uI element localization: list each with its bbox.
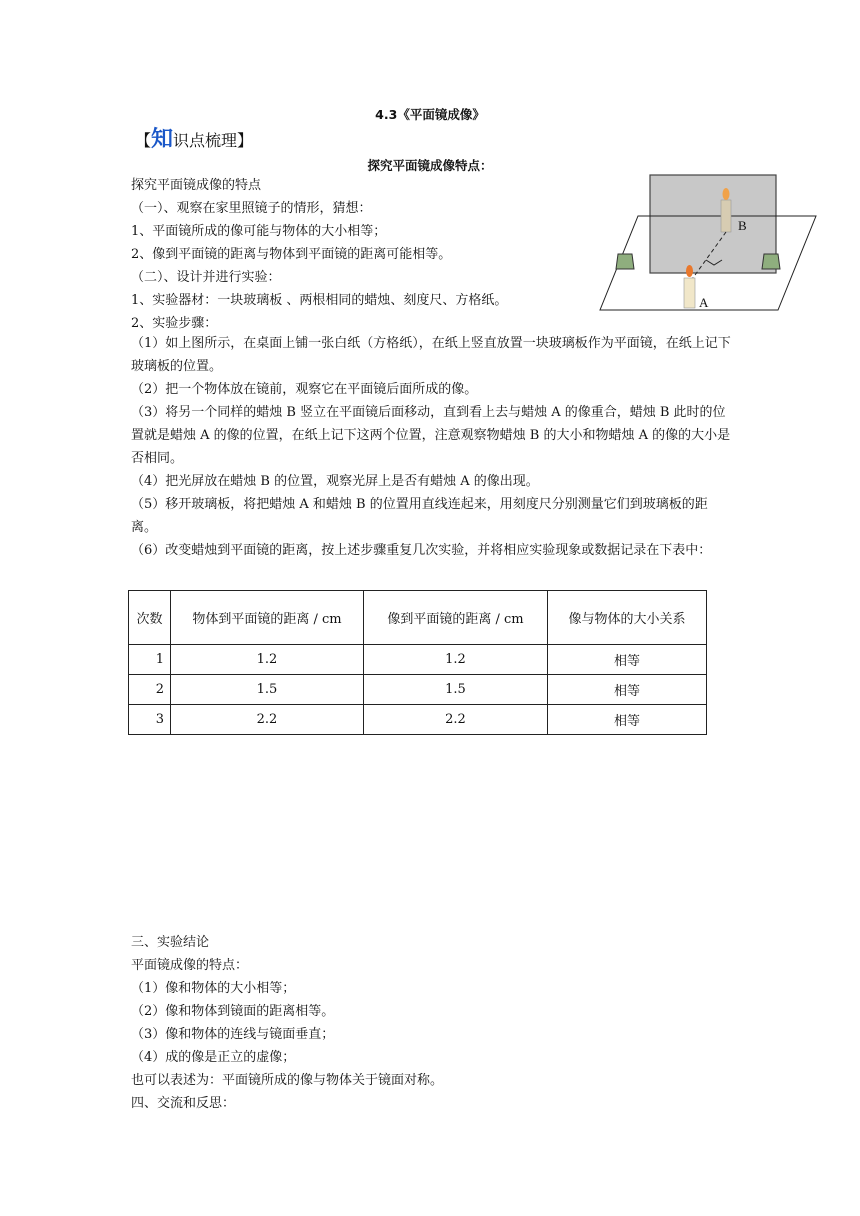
table-row (129, 645, 707, 675)
table-cell: 1.5 (364, 675, 548, 705)
intro-line: 2、像到平面镜的距离与物体到平面镜的距离可能相等。 (131, 247, 452, 262)
table-cell: 相等 (548, 705, 707, 735)
header-cell: 次数 (129, 591, 171, 645)
conclusion-line: 也可以表述为：平面镜所成的像与物体关于镜面对称。 (131, 1073, 444, 1088)
intro-line: 探究平面镜成像的特点 (131, 178, 262, 193)
header-cell: 像到平面镜的距离 / cm (364, 591, 548, 645)
conclusion-line: （2）像和物体到镜面的距离相等。 (131, 1004, 335, 1019)
intro-line: 1、实验器材：一块玻璃板 、两根相同的蜡烛、刻度尺、方格纸。 (131, 293, 508, 308)
document-title: 4.3《平面镜成像》 (375, 107, 485, 122)
step-paragraph: （4）把光屏放在蜡烛 B 的位置，观察光屏上是否有蜡烛 A 的像出现。 (131, 474, 539, 489)
table-row (129, 705, 707, 735)
candle-b (721, 200, 731, 232)
table-cell: 1.2 (171, 645, 364, 675)
step-paragraph: （2）把一个物体放在镜前，观察它在平面镜后面所成的像。 (131, 382, 478, 397)
conclusion-line: （4）成的像是正立的虚像； (131, 1050, 296, 1065)
label-a: A (699, 295, 709, 310)
table-cell: 1.2 (364, 645, 548, 675)
right-stand (762, 254, 780, 269)
heading-text: 识点梳理】 (173, 131, 254, 150)
results-table (128, 590, 707, 735)
table-cell: 相等 (548, 645, 707, 675)
table-cell: 2 (129, 675, 171, 705)
intro-line: 2、实验步骤： (131, 316, 218, 331)
table-cell: 相等 (548, 675, 707, 705)
intro-line: （二）、设计并进行实验： (131, 270, 281, 285)
header-cell: 物体到平面镜的距离 / cm (171, 591, 364, 645)
glass-plate (650, 175, 776, 273)
intro-line: 1、平面镜所成的像可能与物体的大小相等； (131, 224, 387, 239)
heading-bracket: 【 (135, 131, 152, 150)
table-row (129, 675, 707, 705)
conclusion-line: 平面镜成像的特点： (131, 958, 249, 973)
step-paragraph: （6）改变蜡烛到平面镜的距离，按上述步骤重复几次实验，并将相应实验现象或数据记录在下表中： (131, 543, 712, 558)
conclusion-heading: 三、实验结论 (131, 935, 210, 950)
candle-a (684, 278, 695, 308)
reflection-heading: 四、交流和反思： (131, 1096, 236, 1111)
mirror-experiment-figure (598, 170, 818, 320)
step-paragraph: （1）如上图所示，在桌面上铺一张白纸（方格纸），在纸上竖直放置一块玻璃板作为平面镜，在纸上记下玻璃板的位置。 (131, 336, 731, 374)
section-subtitle: 探究平面镜成像特点： (367, 158, 493, 173)
table-cell: 1.5 (171, 675, 364, 705)
conclusion-line: （1）像和物体的大小相等； (131, 981, 296, 996)
conclusion-line: （3）像和物体的连线与镜面垂直； (131, 1027, 335, 1042)
table-cell: 2.2 (171, 705, 364, 735)
left-stand (616, 254, 634, 269)
heading-emphasis-char: 知 (151, 126, 174, 152)
table-cell: 1 (129, 645, 171, 675)
header-cell: 像与物体的大小关系 (548, 591, 707, 645)
section-heading (135, 127, 253, 153)
table-cell: 2.2 (364, 705, 548, 735)
flame-b (723, 188, 730, 200)
label-b: B (738, 218, 747, 233)
table-header-row (129, 591, 707, 645)
step-paragraph: （5）移开玻璃板，将把蜡烛 A 和蜡烛 B 的位置用直线连起来，用刻度尺分别测量它们到玻璃板的距离。 (131, 497, 708, 535)
flame-a (686, 265, 693, 277)
step-paragraph: （3）将另一个同样的蜡烛 B 竖立在平面镜后面移动，直到看上去与蜡烛 A 的像重合，蜡烛 B 此时的位置就是蜡烛 A 的像的位置，在纸上记下这两个位置，注意观察物蜡烛 B 的大小和物蜡烛 A 的像的大小是否相同。 (131, 405, 731, 466)
intro-line: （一）、观察在家里照镜子的情形，猜想： (131, 201, 372, 216)
table-cell: 3 (129, 705, 171, 735)
